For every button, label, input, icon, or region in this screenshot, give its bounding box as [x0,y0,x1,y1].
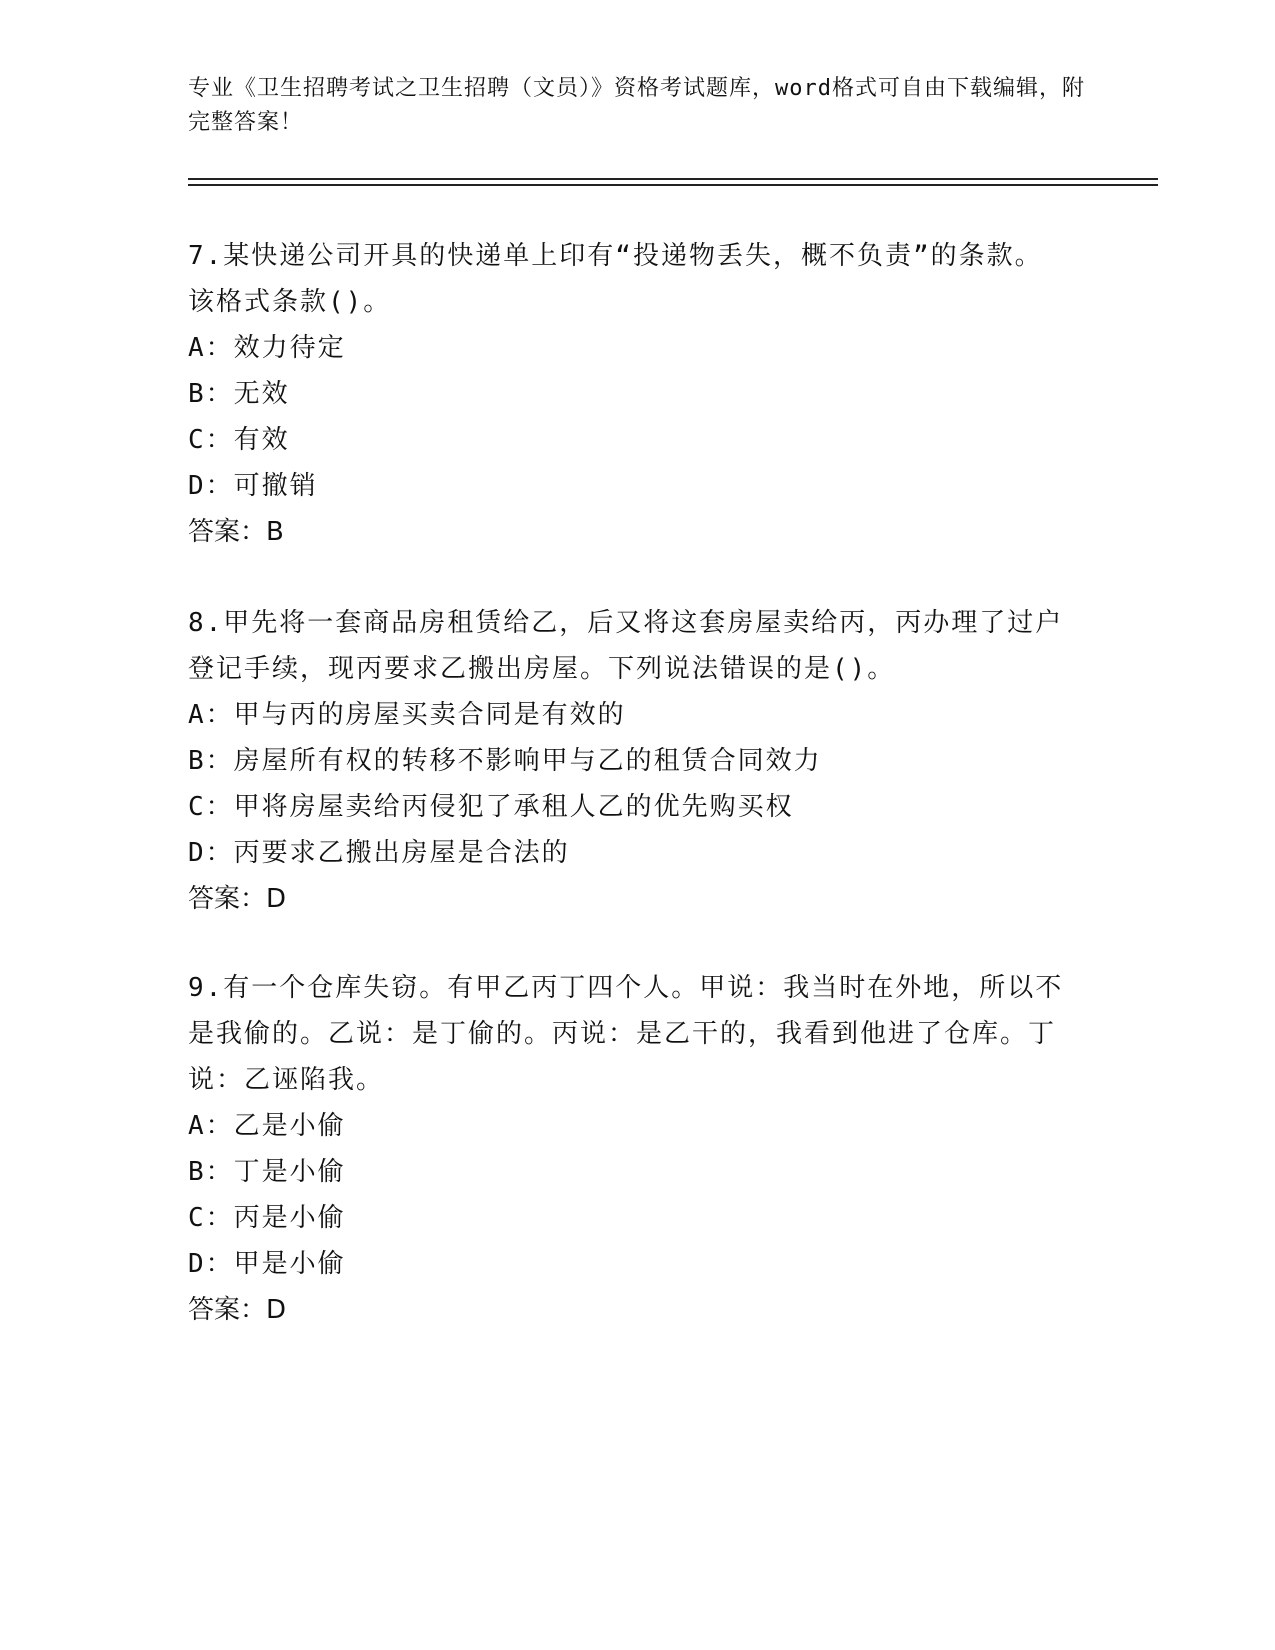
answer-line: 答案：D [188,884,287,914]
option-b: B：丁是小偷 [188,1157,346,1187]
option-d: D：丙要求乙搬出房屋是合法的 [188,838,570,868]
question-7 [188,233,1068,555]
question-8 [188,600,1068,922]
option-b: B：房屋所有权的转移不影响甲与乙的租赁合同效力 [188,746,822,776]
option-d: D：可撤销 [188,471,318,501]
option-a: A：效力待定 [188,333,346,363]
header-divider-bottom [188,184,1158,186]
option-c: C：甲将房屋卖给丙侵犯了承租人乙的优先购买权 [188,792,794,822]
answer-line: 答案：B [188,517,284,547]
option-a: A：甲与丙的房屋买卖合同是有效的 [188,700,626,730]
option-c: C：有效 [188,425,290,455]
option-a: A：乙是小偷 [188,1111,346,1141]
header-divider-top [188,178,1158,180]
question-text: 9.有一个仓库失窃。有甲乙丙丁四个人。甲说：我当时在外地，所以不是我偷的。乙说：是丁偷的。丙说：是乙干的，我看到他进了仓库。丁说：乙诬陷我。 [188,973,1064,1095]
option-c: C：丙是小偷 [188,1203,346,1233]
question-text: 7.某快递公司开具的快递单上印有“投递物丢失，概不负责”的条款。该格式条款()。 [188,241,1043,317]
answer-line: 答案：D [188,1295,287,1325]
question-9 [188,965,1068,1333]
option-d: D：甲是小偷 [188,1249,346,1279]
option-b: B：无效 [188,379,290,409]
document-header: 专业《卫生招聘考试之卫生招聘（文员）》资格考试题库，word格式可自由下载编辑，附完整答案！ [188,76,1085,135]
question-text: 8.甲先将一套商品房租赁给乙，后又将这套房屋卖给丙，丙办理了过户登记手续，现丙要求乙搬出房屋。下列说法错误的是()。 [188,608,1064,684]
